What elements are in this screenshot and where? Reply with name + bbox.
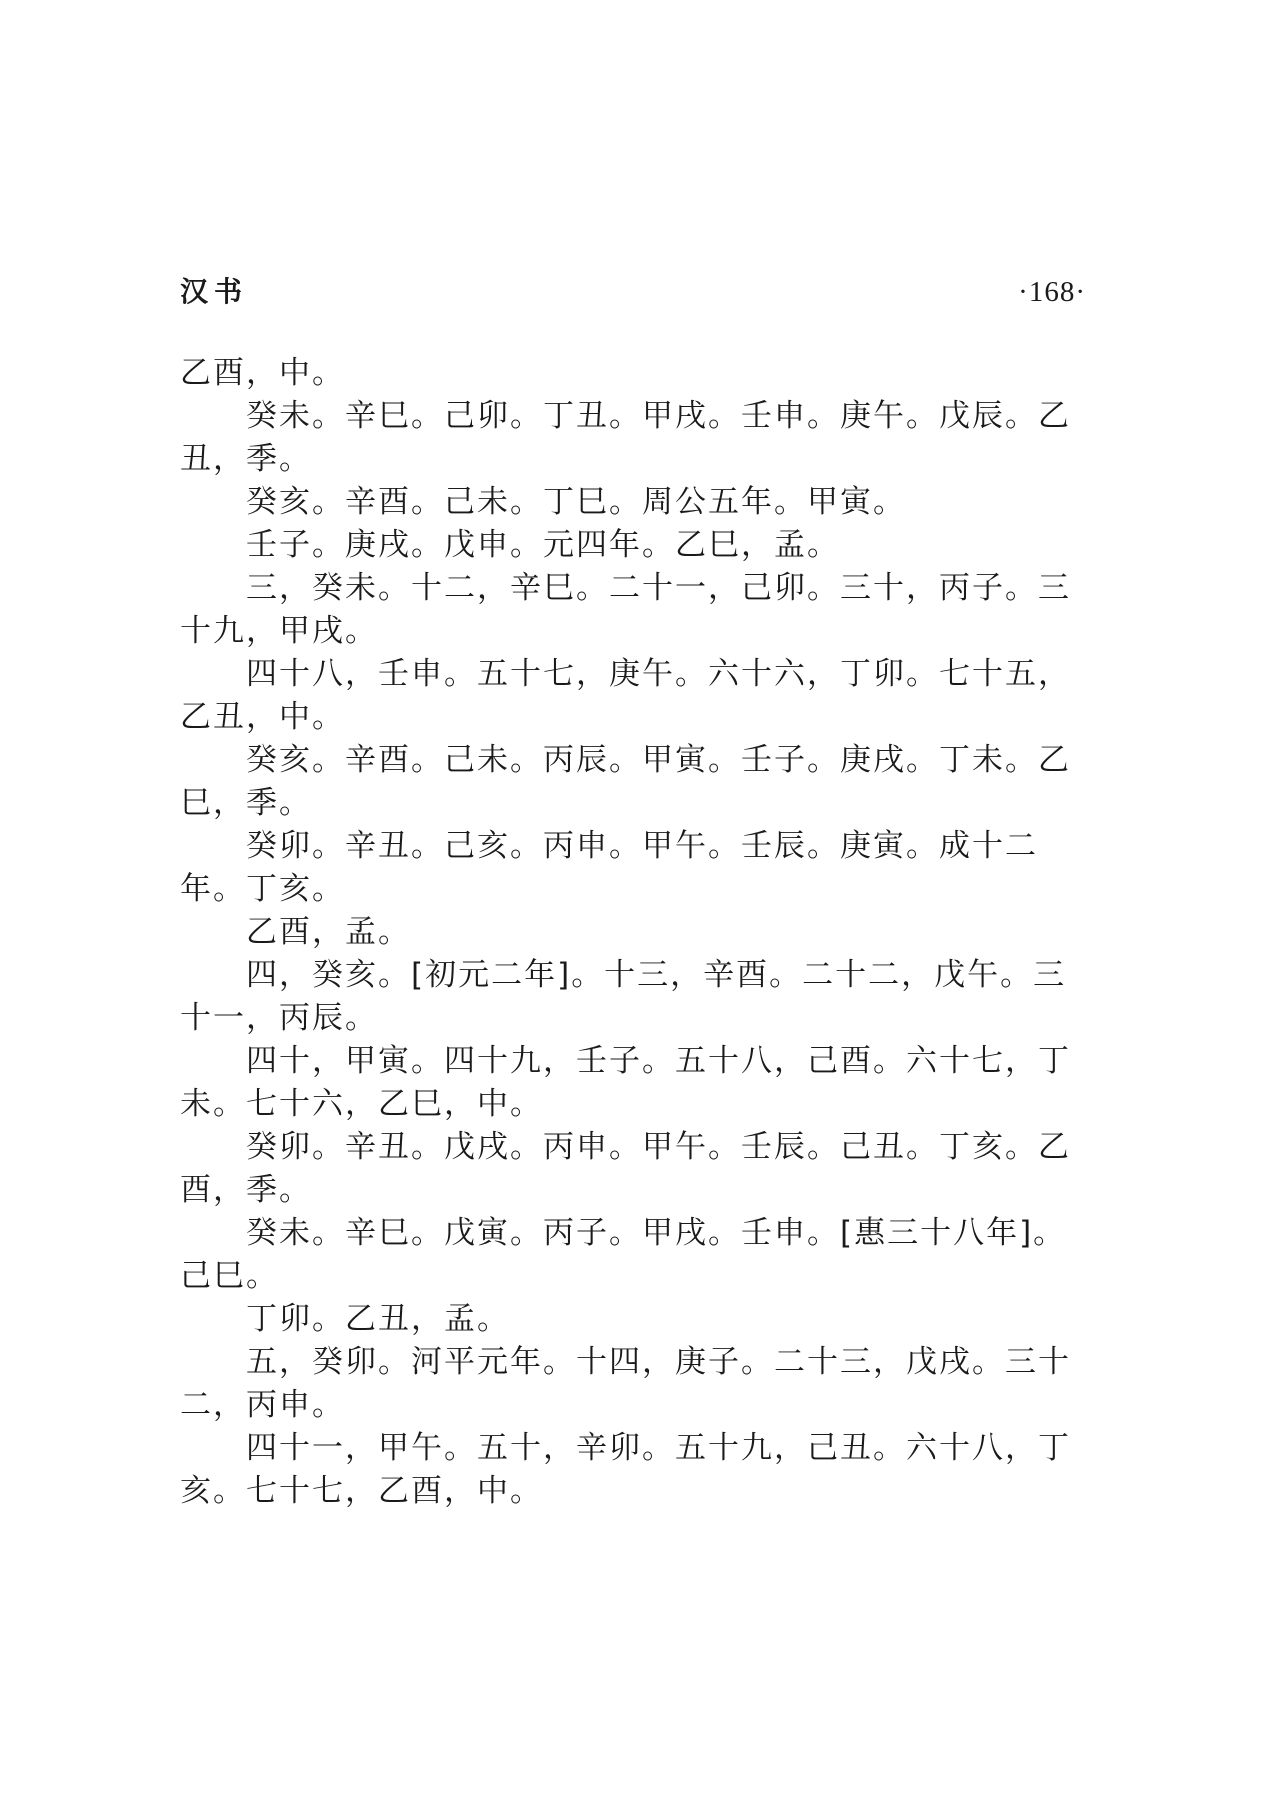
book-title: 汉书 [180,275,249,308]
paragraph: 四十一，甲午。五十，辛卯。五十九，己丑。六十八，丁亥。七十七，乙酉，中。 [180,1430,1071,1509]
paragraph: 癸卯。辛丑。己亥。丙申。甲午。壬辰。庚寅。成十二年。丁亥。 [180,828,1038,907]
body-text [180,352,1086,1513]
paragraph: 三，癸未。十二，辛巳。二十一，己卯。三十，丙子。三十九，甲戌。 [180,570,1071,649]
paragraph: 丁卯。乙丑，孟。 [246,1301,510,1337]
paragraph: 四十八，壬申。五十七，庚午。六十六，丁卯。七十五，乙丑，中。 [180,656,1071,735]
page-number: ·168· [1018,276,1086,308]
paragraph: 癸卯。辛丑。戊戌。丙申。甲午。壬辰。己丑。丁亥。乙酉，季。 [180,1129,1071,1208]
paragraph: 癸亥。辛酉。己未。丁巳。周公五年。甲寅。 [246,484,906,520]
paragraph: 乙酉，中。 [180,355,345,391]
paragraph: 四十，甲寅。四十九，壬子。五十八，己酉。六十七，丁未。七十六，乙巳，中。 [180,1043,1071,1122]
paragraph: 四，癸亥。[初元二年]。十三，辛酉。二十二，戊午。三十一，丙辰。 [180,957,1067,1036]
paragraph: 癸未。辛巳。己卯。丁丑。甲戌。壬申。庚午。戊辰。乙丑，季。 [180,398,1071,477]
page-header [180,270,1086,314]
paragraph: 五，癸卯。河平元年。十四，庚子。二十三，戊戌。三十二，丙申。 [180,1344,1071,1423]
paragraph: 癸亥。辛酉。己未。丙辰。甲寅。壬子。庚戌。丁未。乙巳，季。 [180,742,1071,821]
paragraph: 乙酉，孟。 [246,914,411,950]
paragraph: 壬子。庚戌。戊申。元四年。乙巳，孟。 [246,527,840,563]
paragraph: 癸未。辛巳。戊寅。丙子。甲戌。壬申。[惠三十八年]。己巳。 [180,1215,1067,1294]
